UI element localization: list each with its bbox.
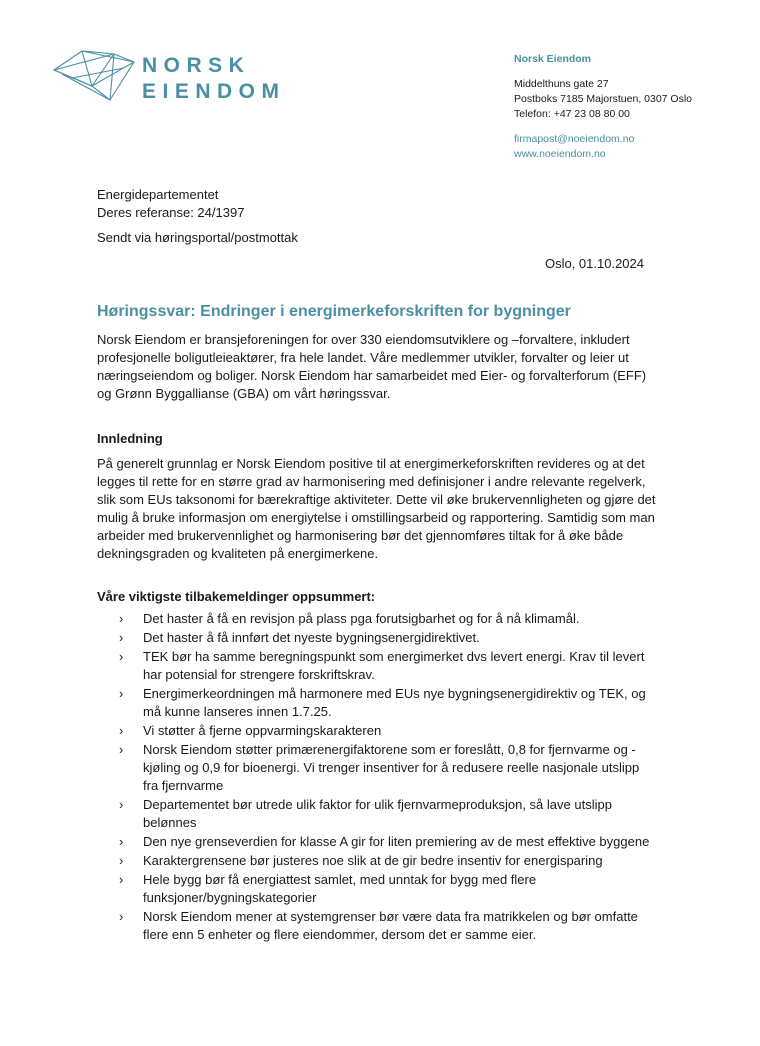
contact-address2: Postboks 7185 Majorstuen, 0307 Oslo [514,93,693,105]
contact-email-link[interactable]: firmapost@noeiendom.no [514,133,635,145]
feedback-list [97,610,657,945]
list-item: › Norsk Eiendom mener at systemgrenser bør være data fra matrikkelen og bør omfatte flere enn 5 enheter og flere eiendommer, dersom det er samme eier. [119,909,638,942]
chevron-right-icon: › [119,797,124,812]
list-item: › Norsk Eiendom støtter primærenergifaktorene som er foreslått, 0,8 for fjernvarme og -kjøling og 0,9 for bioenergi. Vi trenger insentiver for å redusere reelle nasjonale utslipp fra fjernvarme [119,742,640,793]
chevron-right-icon: › [119,630,124,645]
sent-via: Sendt via høringsportal/postmottak [97,230,298,245]
contact-web-link[interactable]: www.noeiendom.no [514,148,606,160]
chevron-right-icon: › [119,853,124,868]
recipient-block [97,186,244,222]
chevron-right-icon: › [119,723,124,738]
section-heading-innledning: Innledning [97,431,163,446]
list-item: › Energimerkeordningen må harmonere med EUs nye bygningsenergidirektiv og TEK, og må kunne lanseres innen 1.7.25. [119,686,646,719]
list-item: › Det haster å få en revisjon på plass pga forutsigbarhet og for å nå klimamål. [119,611,580,626]
list-item: › TEK bør ha samme beregningspunkt som energimerket dvs levert energi. Krav til levert har potensial for strengere forskriftskrav. [119,649,645,682]
document-title: Høringssvar: Endringer i energimerkeforskriften for bygninger [97,303,571,320]
diamond-logo-icon [52,48,136,104]
list-item: › Den nye grenseverdien for klasse A gir for liten premiering av de mest effektive byggene [119,834,650,849]
recipient-name: Energidepartementet [97,187,219,202]
chevron-right-icon: › [119,872,124,887]
list-item: › Vi støtter å fjerne oppvarmingskarakteren [119,723,382,738]
list-item: › Karaktergrensene bør justeres noe slik at de gir bedre insentiv for energisparing [119,853,603,868]
section-heading-summary: Våre viktigste tilbakemeldinger oppsummert: [97,589,376,604]
contact-address1: Middelthuns gate 27 [514,78,609,90]
list-item: › Det haster å få innført det nyeste bygningsenergidirektivet. [119,630,480,645]
chevron-right-icon: › [119,686,124,701]
company-logo [52,46,302,106]
logo-text-line1: NORSK [142,54,251,77]
logo-text-line2: EIENDOM [142,80,286,103]
chevron-right-icon: › [119,649,124,664]
innledning-paragraph: På generelt grunnlag er Norsk Eiendom positive til at energimerkeforskriften revideres og at det legges til rette for en større grad av harmonisering med definisjoner i andre relevante regelverk, slik som EUs taksonomi for bærekraftige aktiviteter. Dette vil øke brukervennligheten og gjøre det mulig å bruke informasjon om energiytelse i omstillingsarbeid og rapportering. Samtidig som man arbeider med brukervennlighet og harmonisering bør det gjennomføres tiltak for å øke både dekningsgraden og kvaliteten på energimerkene. [97,456,656,561]
list-item: › Hele bygg bør få energiattest samlet, med unntak for bygg med flere funksjoner/bygningskategorier [119,872,537,905]
chevron-right-icon: › [119,834,124,849]
chevron-right-icon: › [119,611,124,626]
contact-block [514,52,692,162]
chevron-right-icon: › [119,909,124,924]
contact-org: Norsk Eiendom [514,53,592,65]
recipient-reference: Deres referanse: 24/1397 [97,205,245,220]
letter-date: Oslo, 01.10.2024 [544,256,644,271]
list-item: › Departementet bør utrede ulik faktor for ulik fjernvarmeproduksjon, så lave utslipp belønnes [119,797,612,830]
intro-paragraph: Norsk Eiendom er bransjeforeningen for over 330 eiendomsutviklere og –forvaltere, inkludert profesjonelle boligutleieaktører, fra hele landet. Våre medlemmer utvikler, forvalter og leier ut næringseiendom og boliger. Norsk Eiendom har samarbeidet med Eier- og forvalterforum (EFF) og Grønn Byggallianse (GBA) om vårt høringssvar. [97,332,647,401]
contact-phone: Telefon: +47 23 08 80 00 [514,108,630,120]
chevron-right-icon: › [119,742,124,757]
